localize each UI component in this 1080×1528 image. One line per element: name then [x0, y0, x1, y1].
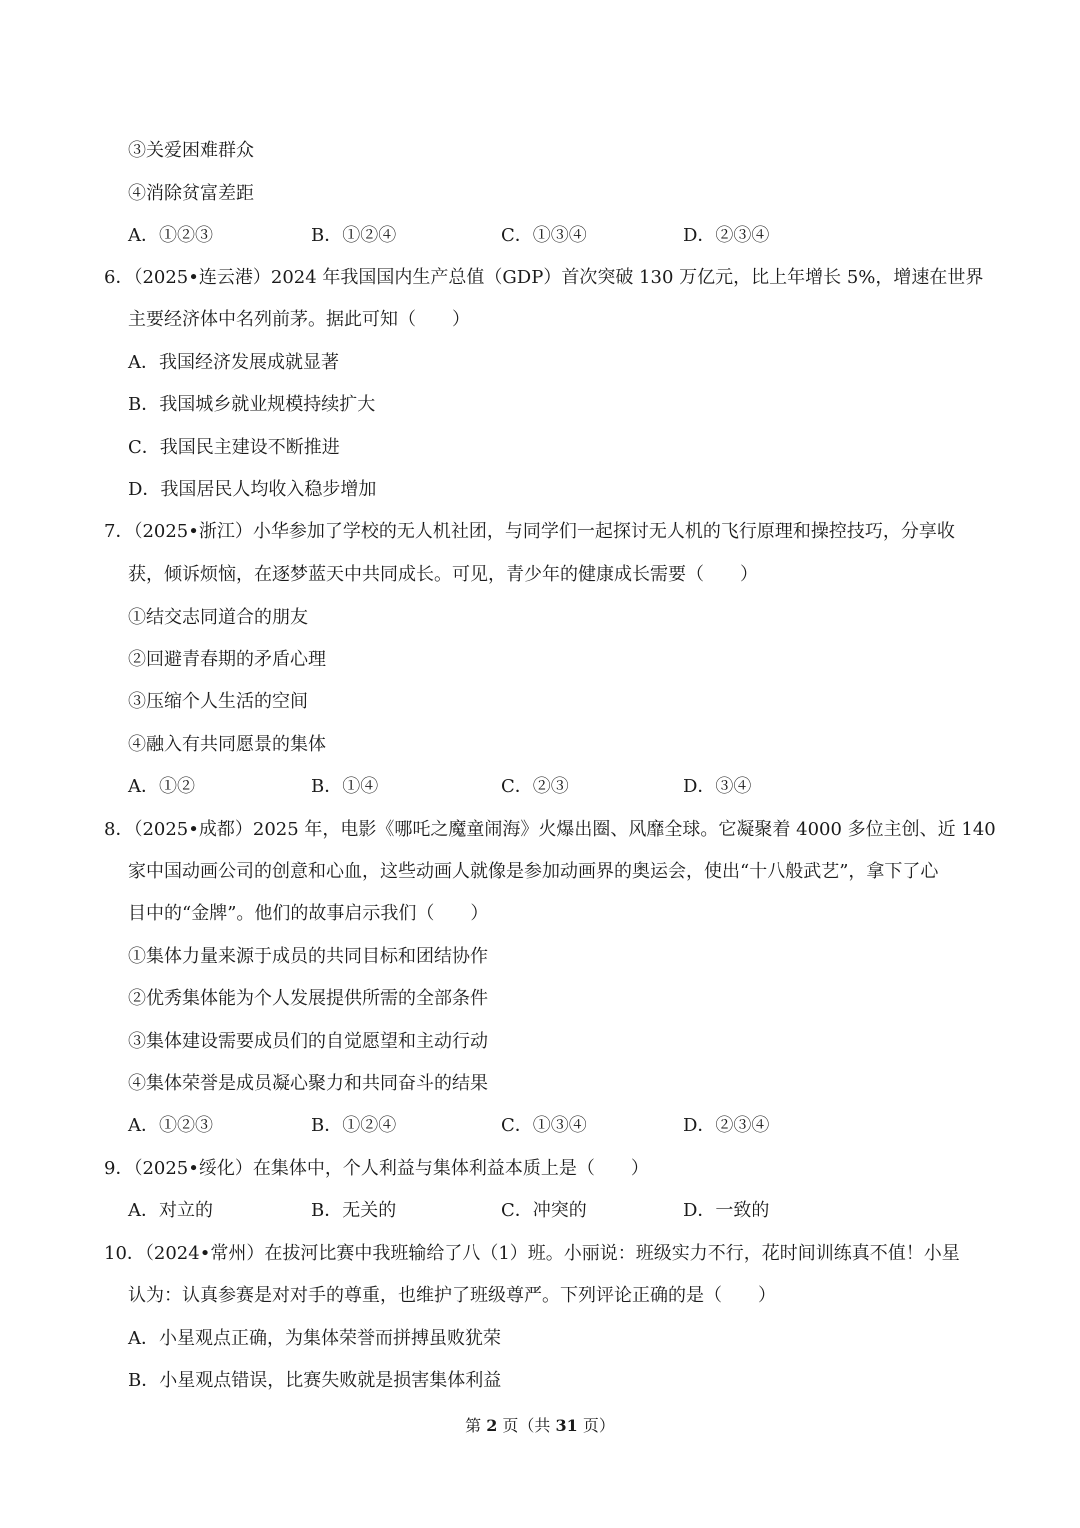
q9-option-c: C．冲突的: [501, 1200, 587, 1221]
q5-option-a: A．①②③: [128, 225, 213, 246]
q8-option-a: A．①②③: [128, 1115, 213, 1136]
q8-option-d: D．②③④: [683, 1115, 770, 1136]
q7-item-4: ④融入有共同愿景的集体: [128, 734, 326, 755]
q5-option-d: D．②③④: [683, 225, 770, 246]
q7-option-c: C．②③: [501, 776, 569, 797]
q6-option-c: C．我国民主建设不断推进: [128, 437, 340, 458]
q7-item-3: ③压缩个人生活的空间: [128, 691, 308, 712]
q10-option-a: A．小星观点正确，为集体荣誉而拼搏虽败犹荣: [128, 1328, 501, 1349]
q6-stem-line-2: 主要经济体中名列前茅。据此可知（ ）: [128, 309, 470, 330]
q9-option-b: B．无关的: [311, 1200, 397, 1221]
q8-item-2: ②优秀集体能为个人发展提供所需的全部条件: [128, 988, 488, 1009]
q6-option-a: A．我国经济发展成就显著: [128, 352, 339, 373]
q6-option-d: D．我国居民人均收入稳步增加: [128, 479, 377, 500]
q10-stem-line-2: 认为：认真参赛是对对手的尊重，也维护了班级尊严。下列评论正确的是（ ）: [128, 1285, 776, 1306]
q8-option-b: B．①②④: [311, 1115, 397, 1136]
q5-item-4: ④消除贫富差距: [128, 183, 254, 204]
page-footer: [0, 1414, 1080, 1438]
q8-item-4: ④集体荣誉是成员凝心聚力和共同奋斗的结果: [128, 1073, 488, 1094]
total-pages: 31: [555, 1416, 578, 1435]
q5-option-c: C．①③④: [501, 225, 587, 246]
q7-item-1: ①结交志同道合的朋友: [128, 607, 308, 628]
q9-option-d: D．一致的: [683, 1200, 770, 1221]
q8-item-3: ③集体建设需要成员们的自觉愿望和主动行动: [128, 1031, 488, 1052]
q9-stem-line-1: 9．（2025•绥化）在集体中，个人利益与集体利益本质上是（ ）: [104, 1158, 649, 1179]
q6-option-b: B．我国城乡就业规模持续扩大: [128, 394, 376, 415]
q8-stem-line-3: 目中的“金牌”。他们的故事启示我们（ ）: [128, 903, 489, 924]
q7-item-2: ②回避青春期的矛盾心理: [128, 649, 326, 670]
q8-item-1: ①集体力量来源于成员的共同目标和团结协作: [128, 946, 488, 967]
q7-option-a: A．①②: [128, 776, 195, 797]
q6-stem-line-1: 6．（2025•连云港）2024 年我国国内生产总值（GDP）首次突破 130 万亿元，比上年增长 5%，增速在世界: [104, 267, 984, 288]
page-number: 2: [486, 1416, 498, 1435]
q9-option-a: A．对立的: [128, 1200, 213, 1221]
q8-stem-line-1: 8．（2025•成都）2025 年，电影《哪吒之魔童闹海》火爆出圈、风靡全球。它凝聚着 4000 多位主创、近 140: [104, 819, 996, 840]
footer-middle: 页（共: [502, 1416, 551, 1435]
q7-option-b: B．①④: [311, 776, 379, 797]
q7-option-d: D．③④: [683, 776, 752, 797]
q8-option-c: C．①③④: [501, 1115, 587, 1136]
q7-stem-line-2: 获，倾诉烦恼，在逐梦蓝天中共同成长。可见，青少年的健康成长需要（ ）: [128, 564, 758, 585]
footer-suffix: 页）: [582, 1416, 615, 1435]
q5-option-b: B．①②④: [311, 225, 397, 246]
footer-prefix: 第: [465, 1416, 482, 1435]
q10-option-b: B．小星观点错误，比赛失败就是损害集体利益: [128, 1370, 502, 1391]
q7-stem-line-1: 7．（2025•浙江）小华参加了学校的无人机社团，与同学们一起探讨无人机的飞行原理和操控技巧，分享收: [104, 521, 955, 542]
q5-item-3: ③关爱困难群众: [128, 140, 254, 161]
q10-stem-line-1: 10．（2024•常州）在拔河比赛中我班输给了八（1）班。小丽说：班级实力不行，花时间训练真不值！小星: [104, 1243, 960, 1264]
q8-stem-line-2: 家中国动画公司的创意和心血，这些动画人就像是参加动画界的奥运会，使出“十八般武艺”，拿下了心: [128, 861, 939, 882]
